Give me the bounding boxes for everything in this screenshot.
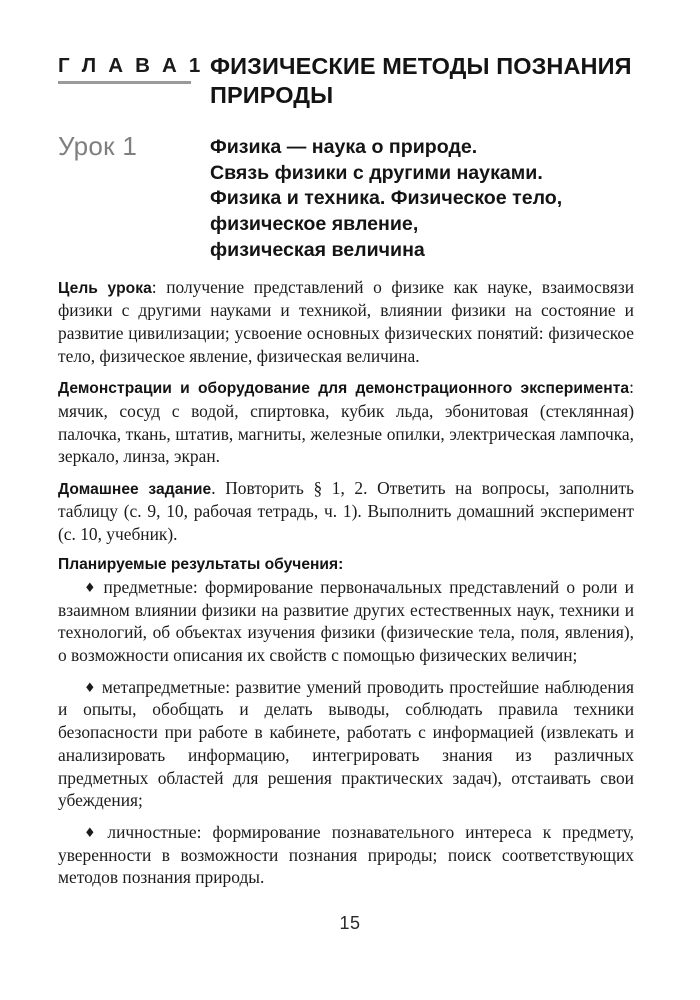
lesson-title-line-4: физическое явление, (210, 212, 419, 235)
chapter-underline-rule (58, 81, 191, 84)
bullet-diamond-icon: ♦ (84, 825, 103, 841)
outcomes-heading: Планируемые результаты обучения: (58, 555, 344, 573)
bullet-diamond-icon: ♦ (84, 680, 97, 696)
chapter-title (210, 52, 638, 109)
paragraph-demonstrations (58, 376, 634, 467)
lesson-title-line-3: Физика и техника. Физическое тело, (210, 187, 563, 210)
outcome-text-metasubject: метапредметные: развитие умений проводить простейшие наблюдения и опыты, обобщать и делать выводы, соблюдать правила техники безопасности при работе в кабинете, работать с информацией (извлекать и анализировать информацию, интегрировать знания из различных предметных областей для решения практических задач), отстаивать свои убеждения; (58, 676, 635, 811)
outcome-item-metasubject (58, 676, 634, 812)
homework-text: . Повторить § 1, 2. Ответить на вопросы, заполнить таблицу (с. 9, 10, рабочая тетрадь, ч. 1). Выполнить домашний эксперимент (с. 10, учебник). (58, 477, 634, 544)
demos-text: : мячик, сосуд с водой, спиртовка, кубик льда, эбонитовая (стеклянная) палочка, ткань, штатив, магниты, железные опилки, электрическая лампочка, зеркало, линза, экран. (58, 377, 634, 467)
demos-lead-label: Демонстрации и оборудование для демонстрационного эксперимента (58, 380, 630, 398)
bullet-diamond-icon: ♦ (84, 580, 99, 596)
chapter-label: Г Л А В А 1 (58, 54, 204, 77)
outcome-text-subject: предметные: формирование первоначальных представлений о роли и взаимном влиянии физики на развитие других естественных наук, техники и технологий, об объектах изучения физики (физические тела, поля, явления), о возможности описания их свойств с помощью физических величин; (58, 576, 634, 666)
lesson-body (58, 276, 634, 889)
lesson-header (58, 131, 638, 263)
outcome-item-personal (58, 821, 634, 889)
goal-text: : получение представлений о физике как науке, взаимосвязи физики с другими науками и техникой, влиянии физики на состояние и развитие цивилизации; усвоение основных физических понятий: физическое тело, физическое явление, физическая величина. (58, 277, 634, 366)
chapter-header (58, 52, 638, 109)
chapter-title-line-1: ФИЗИЧЕСКИЕ МЕТОДЫ ПОЗНАНИЯ (210, 53, 632, 79)
outcome-item-subject (58, 576, 634, 667)
homework-lead-label: Домашнее задание (58, 480, 212, 498)
lesson-title-line-5: физическая величина (210, 238, 425, 261)
paragraph-homework (58, 477, 634, 546)
goal-lead-label: Цель урока (58, 280, 152, 297)
lesson-label: Урок 1 (58, 131, 138, 161)
chapter-label-block (58, 52, 208, 84)
outcome-text-personal: личностные: формирование познавательного интереса к предмету, уверенности в возможности познания природы; поиск соответствующих методов познания природы. (58, 821, 635, 888)
lesson-title (210, 131, 638, 263)
lesson-title-line-1: Физика — наука о природе. (210, 136, 478, 158)
chapter-title-line-2: ПРИРОДЫ (210, 81, 334, 108)
paragraph-goal (58, 276, 634, 367)
page-number: 15 (339, 913, 361, 933)
lesson-title-line-2: Связь физики с другими науками. (210, 161, 543, 184)
